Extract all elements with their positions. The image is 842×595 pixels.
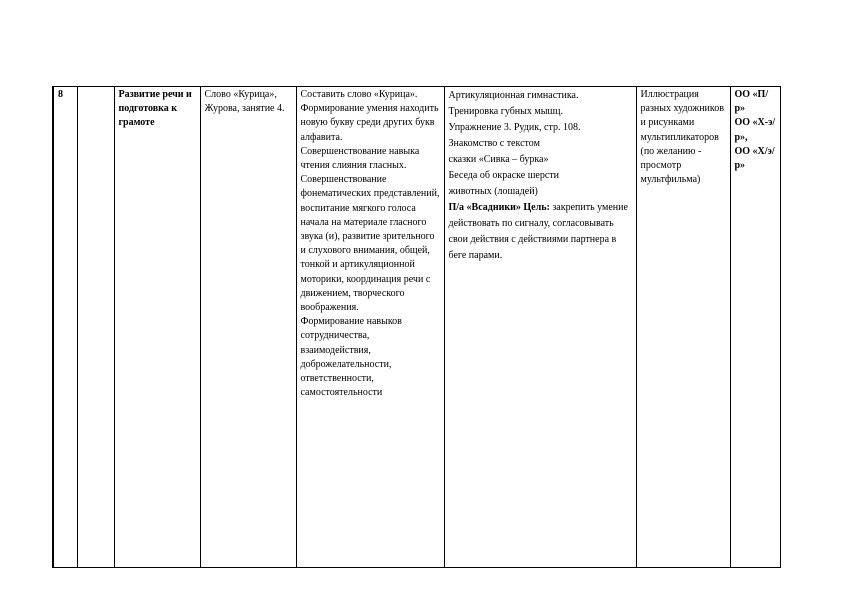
activity-line: Тренировка губных мышц. [448,106,563,117]
tasks-line: Совершенствование фонематических представлений, воспитание мягкого голоса начала на материале гласного звука (и), развитие зрительного и слухового внимания, общей, тонкой и артикуляционной моторики, координация речи с движением, творческого воображения. [300,174,440,314]
game-text: закрепить умение действовать по сигналу, согласовывать свои действия с действиями партнера в беге парами. [448,202,628,261]
activity-line: животных (лошадей) [448,186,538,197]
tasks-line: Формирование навыков сотрудничества, взаимодействия, доброжелательности, ответственности, самостоятельности [300,316,402,399]
activities-cell [444,87,636,568]
area-item: ОО «Х-э/р», [734,117,776,143]
source-cell: Слово «Курица», Журова, занятие 4. [200,87,296,568]
tasks-intro: Составить слово «Курица». [300,89,418,100]
lesson-plan-table [52,86,781,568]
topic-cell: Развитие речи и подготовка к грамоте [114,87,200,568]
tasks-cell [296,87,444,568]
tasks-line: Совершенствование навыка чтения слияния гласных. [300,145,420,172]
activity-line: Артикуляционная гимнастика. [448,90,579,101]
activity-line: Упражнение 3. Рудик, стр. 108. [448,122,581,133]
table-row [53,87,780,568]
activity-line: Знакомство с текстом [448,138,540,149]
section-cell [77,87,114,568]
activity-line: сказки «Сивка – бурка» [448,154,549,165]
area-item: ОО «Х/э/р» [734,145,775,172]
area-item: ОО «П/р» [734,89,769,115]
materials-cell: Иллюстрация разных художников и рисунками мультипликаторов (по желанию - просмотр мультфильма) [636,87,730,568]
game-label: П/а «Всадники» Цель: [448,202,550,213]
activity-line: Беседа об окраске шерсти [448,170,559,181]
tasks-line: Формирование умения находить новую букву среди других букв алфавита. [300,103,439,143]
areas-cell [730,87,780,568]
row-number: 8 [53,87,77,568]
